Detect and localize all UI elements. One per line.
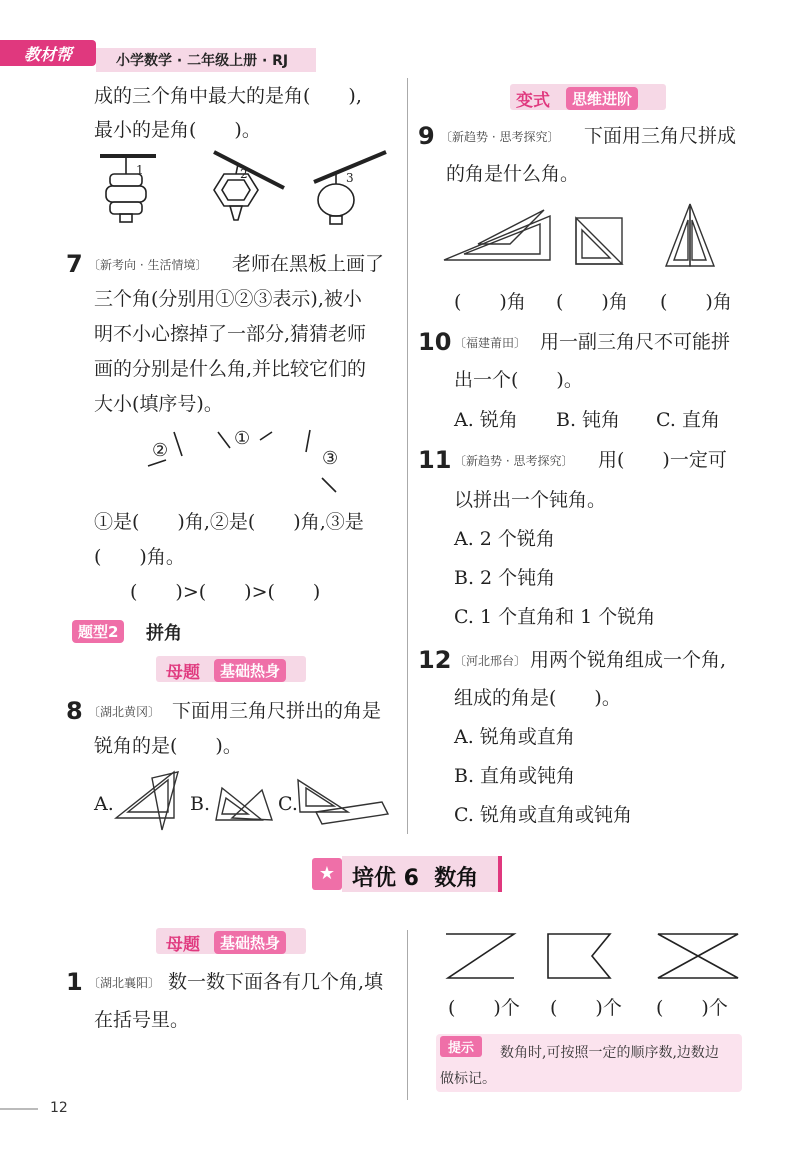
shape-answer-1: ( )个: [448, 997, 520, 1019]
tip-label: 提示: [440, 1036, 482, 1057]
q7-compare-line: ( )>( )>( ): [130, 581, 321, 603]
q9-answer-2: ( )角: [556, 291, 628, 313]
q11-option-c: C. 1 个直角和 1 个锐角: [454, 606, 656, 628]
q8-option-a: A.: [94, 793, 114, 815]
bq1-number: 1: [66, 968, 83, 996]
q12-option-b: B. 直角或钝角: [454, 765, 576, 787]
bq1-line1: 数一数下面各有几个角,填: [168, 971, 384, 993]
z-shape: [446, 934, 514, 978]
lantern-label-1: 1: [136, 163, 144, 177]
header-brand: 教材帮: [24, 45, 73, 64]
angle-label-2: ②: [152, 440, 169, 461]
tip-line1: 数角时,可按照一定的顺序数,边数边: [500, 1045, 719, 1061]
mother-sub: 基础热身: [214, 659, 286, 682]
shape-answer-2: ( )个: [550, 997, 622, 1019]
partial-angles-figure: [140, 424, 360, 500]
q9-answer-3: ( )角: [660, 291, 732, 313]
lantern-label-3: 3: [346, 171, 354, 185]
q8-option-c: C.: [278, 793, 298, 815]
q10-option-c: C. 直角: [656, 409, 720, 431]
tip-line2: 做标记。: [440, 1071, 496, 1087]
bottom-mother-sub: 基础热身: [214, 931, 286, 954]
q12-option-c: C. 锐角或直角或钝角: [454, 804, 632, 826]
q11-line1: 用( )一定可: [598, 449, 727, 471]
variant-sub: 思维进阶: [566, 87, 638, 110]
q8-option-b: B.: [190, 793, 211, 815]
q7-line1: 老师在黑板上画了: [232, 253, 385, 275]
mother-label: 母题: [166, 663, 200, 683]
q7-line3: 明不小心擦掉了一部分,猜猜老师: [94, 323, 367, 345]
angle-label-3: ③: [322, 448, 339, 469]
header-book-title: 小学数学 · 二年级上册 · RJ: [116, 53, 289, 69]
q7-line5: 大小(填序号)。: [94, 393, 223, 415]
q11-option-a: A. 2 个锐角: [454, 528, 555, 550]
q9-number: 9: [418, 122, 435, 150]
q10-line2: 出一个( )。: [454, 369, 583, 391]
q8-line2: 锐角的是( )。: [94, 735, 242, 757]
count-angles-shapes: [440, 928, 740, 984]
q12-number: 12: [418, 646, 452, 674]
page-number: 12: [50, 1100, 68, 1116]
q12-tag: 〔河北邢台〕: [454, 654, 527, 668]
q9-line2: 的角是什么角。: [446, 163, 580, 185]
q9-triangles-figure: [440, 200, 740, 272]
q6-line1: 成的三个角中最大的是角( ),: [94, 85, 362, 107]
q10-number: 10: [418, 328, 452, 356]
bq1-line2: 在括号里。: [94, 1009, 190, 1031]
q8-line1: 下面用三角尺拼出的角是: [172, 700, 382, 722]
hourglass-shape: [658, 934, 738, 978]
q7-tag: 〔新考向 · 生活情境〕: [88, 258, 208, 272]
banner-star-box: ★: [312, 858, 342, 890]
shape-answer-3: ( )个: [656, 997, 728, 1019]
bottom-mother-label: 母题: [166, 935, 200, 955]
q10-tag: 〔福建莆田〕: [454, 336, 527, 350]
q7-answer-line2: ( )角。: [94, 546, 185, 568]
footer-line: [0, 1108, 38, 1110]
lantern-label-2: 2: [240, 167, 248, 181]
q7-line4: 画的分别是什么角,并比较它们的: [94, 358, 367, 380]
bq1-tag: 〔湖北襄阳〕: [88, 976, 161, 990]
q10-option-b: B. 钝角: [556, 409, 621, 431]
lantern-1: [100, 156, 156, 222]
q11-number: 11: [418, 446, 452, 474]
q7-number: 7: [66, 250, 83, 278]
lantern-2: [214, 152, 284, 220]
flag-shape: [548, 934, 610, 978]
q10-option-a: A. 锐角: [454, 409, 518, 431]
section2-title: 拼角: [146, 623, 182, 644]
q8-triangles-figure: [112, 768, 392, 836]
column-divider-top: [407, 78, 408, 834]
q11-tag: 〔新趋势 · 思考探究〕: [454, 454, 574, 468]
q9-answer-1: ( )角: [454, 291, 526, 313]
q12-line2: 组成的角是( )。: [454, 687, 621, 709]
q12-option-a: A. 锐角或直角: [454, 726, 575, 748]
section2-label: 题型2: [72, 620, 124, 643]
q8-tag: 〔湖北黄冈〕: [88, 705, 161, 719]
q11-line2: 以拼出一个钝角。: [454, 489, 607, 511]
q8-number: 8: [66, 697, 83, 725]
column-divider-bottom: [407, 930, 408, 1100]
q7-line2: 三个角(分别用①②③表示),被小: [94, 288, 362, 310]
q6-line2: 最小的是角( )。: [94, 119, 261, 141]
q9-line1: 下面用三角尺拼成: [584, 125, 737, 147]
banner-title: 培优 6 数角: [352, 866, 479, 891]
q9-tag: 〔新趋势 · 思考探究〕: [440, 130, 560, 144]
q10-line1: 用一副三角尺不可能拼: [540, 331, 731, 353]
q11-option-b: B. 2 个钝角: [454, 567, 556, 589]
variant-label: 变式: [516, 91, 550, 111]
q12-line1: 用两个锐角组成一个角,: [530, 649, 727, 671]
lantern-figures: [96, 146, 396, 232]
q7-answer-line1: ①是( )角,②是( )角,③是: [94, 511, 364, 533]
angle-label-1: ①: [234, 428, 251, 449]
lantern-3: [314, 152, 386, 224]
